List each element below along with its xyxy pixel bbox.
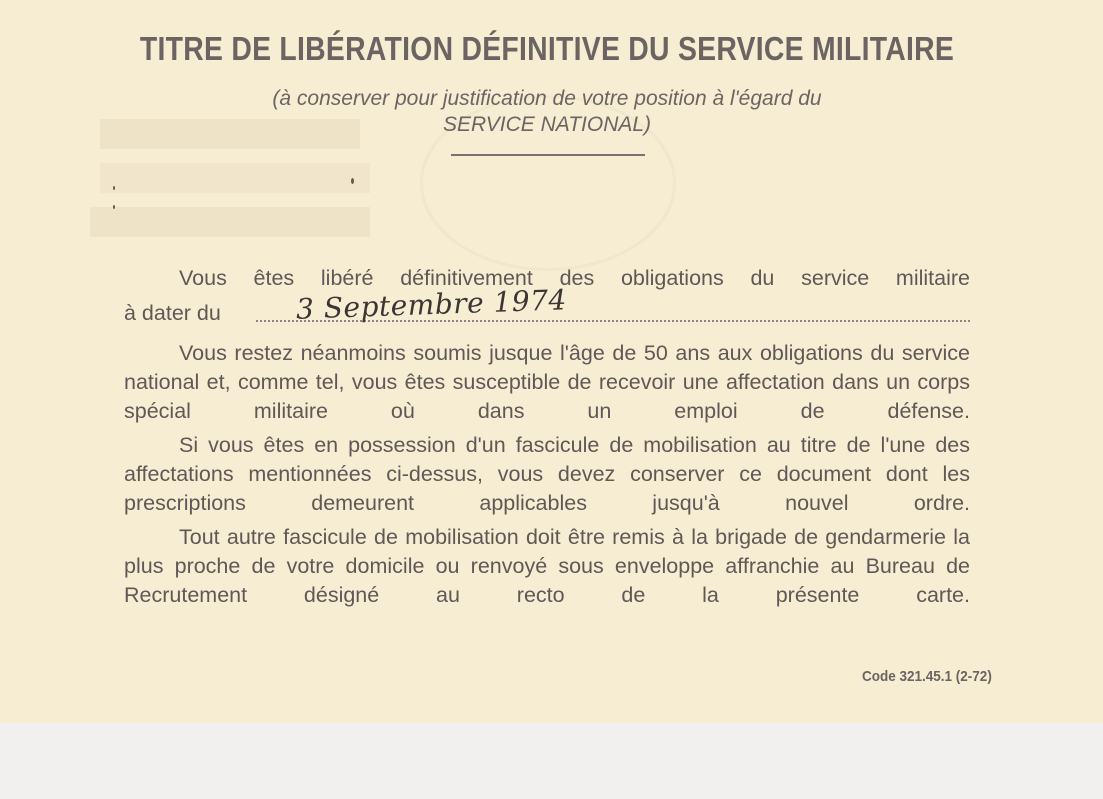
date-label: à dater du [124, 301, 221, 325]
ink-speck [351, 178, 354, 184]
subtitle-line-1: (à conserver pour justification de votre position à l'égard du [272, 87, 822, 110]
subtitle-line-2: SERVICE NATIONAL) [442, 113, 652, 136]
paragraph-liberation: Vous êtes libéré définitivement des obligations du service militaire [179, 266, 970, 290]
date-field [124, 283, 970, 329]
document-subtitle [0, 86, 1094, 138]
paragraph-remise: Tout autre fascicule de mobilisation doit être remis à la brigade de gendarmerie la plus proche de votre domicile ou renvoyé sous enveloppe affranchie au Bureau de Recrutement désigné au recto de la présente carte. [124, 525, 970, 607]
handwritten-date: 3 Septembre 1974 [295, 283, 568, 326]
document-title: TITRE DE LIBÉRATION DÉFINITIVE DU SERVICE MILITAIRE [139, 30, 955, 67]
paragraph-obligations: Vous restez néanmoins soumis jusque l'âge de 50 ans aux obligations du service national et, comme tel, vous êtes susceptible de recevoir une affectation dans un corps spécial militaire où dans un emploi de défense. [124, 341, 970, 423]
title-divider [451, 154, 645, 156]
ink-speck [113, 205, 115, 209]
scan-background [0, 723, 1103, 799]
ink-speck [113, 186, 115, 190]
form-code: Code 321.45.1 (2-72) [862, 668, 992, 685]
paragraph-fascicule: Si vous êtes en possession d'un fascicule de mobilisation au titre de l'une des affectations mentionnées ci-dessus, vous devez conserver ce document dont les prescriptions demeurent applicables jusqu'à nouvel ordre. [124, 433, 970, 515]
